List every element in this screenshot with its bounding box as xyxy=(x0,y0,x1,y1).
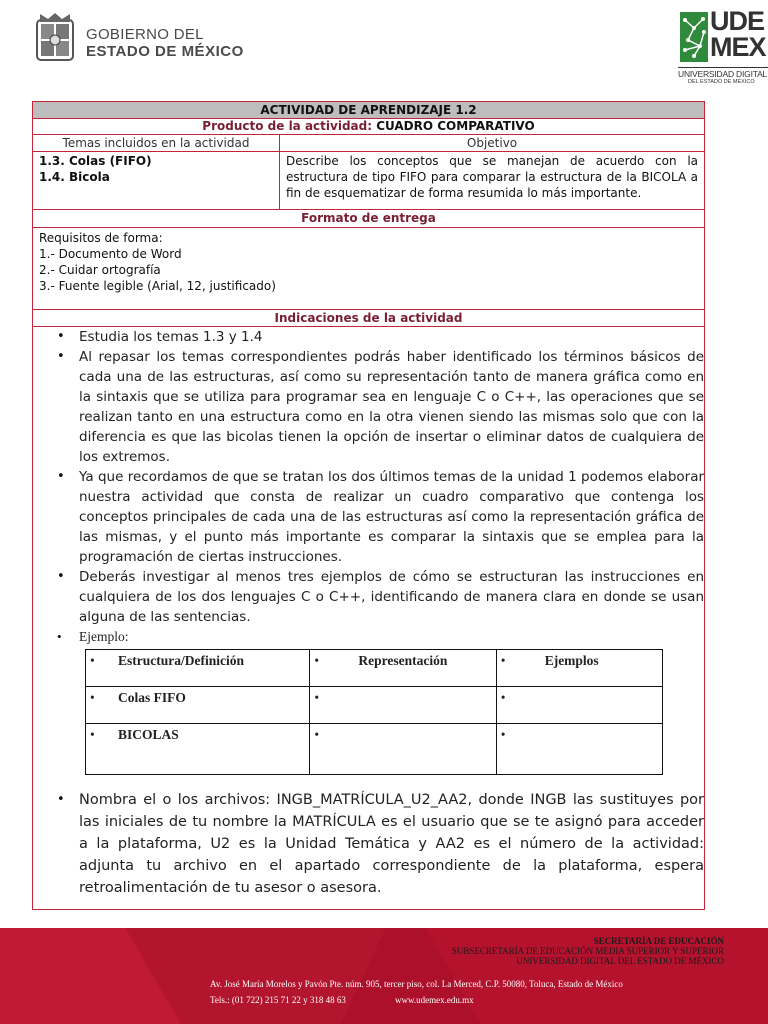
topics-objective-row xyxy=(33,152,705,210)
activity-table xyxy=(32,101,705,910)
example-header-cell xyxy=(496,650,662,687)
footer-phone: Tels.: (01 722) 215 71 22 y 318 48 63 xyxy=(210,995,346,1005)
bullet: • xyxy=(314,727,320,742)
format-header: Formato de entrega xyxy=(33,210,705,228)
requirement-line: 1.- Documento de Word xyxy=(39,247,182,261)
indication-item: • Deberás investigar al menos tres ejemplos de cómo se estructuran las instrucciones en cualquiera de los dos lenguajes C o C++, identificando de manera clara en donde se usan alguna de las sentencias. xyxy=(79,567,704,627)
example-header-representation: Representación xyxy=(358,653,448,668)
requirements-row xyxy=(33,228,705,310)
requirement-line: 3.- Fuente legible (Arial, 12, justificado) xyxy=(39,279,276,293)
example-cell xyxy=(496,687,662,724)
footer-website-link[interactable]: www.udemex.edu.mx xyxy=(395,995,474,1005)
format-header-row xyxy=(33,210,705,228)
udemex-wordmark xyxy=(710,8,766,60)
udemex-network-icon xyxy=(678,10,710,66)
footer-line-3: UNIVERSIDAD DIGITAL DEL ESTADO DE MÉXICO xyxy=(516,956,724,966)
indication-item: • Ya que recordamos de que se tratan los dos últimos temas de la unidad 1 podemos elaborar nuestra actividad que consta de realizar un cuadro comparativo que contenga los conceptos principales de cada una de las estructuras así como la representación gráfica de las mismas, y el punto más importante es comparar la sintaxis que se emplea para la programación de ciertas instrucciones. xyxy=(79,467,704,567)
example-table xyxy=(85,649,663,775)
udemex-subtitle-2: DEL ESTADO DE MÉXICO xyxy=(688,79,755,85)
footer-decoration xyxy=(120,928,501,1024)
bullet: • xyxy=(314,690,320,705)
page-footer xyxy=(0,928,768,1024)
activity-title-row xyxy=(33,102,705,119)
gov-line-1: GOBIERNO DEL xyxy=(86,26,204,43)
gov-line-2: ESTADO DE MÉXICO xyxy=(86,43,244,60)
activity-title: ACTIVIDAD DE APRENDIZAJE 1.2 xyxy=(33,102,705,119)
objective-text: Describe los conceptos que se manejan de acuerdo con la estructura de tipo FIFO para comparar la estructura de la BICOLA a fin de esquematizar de forma resumida lo más importante. xyxy=(280,152,705,210)
requirement-line: Requisitos de forma: xyxy=(39,231,163,245)
udemex-word-bottom: MEX xyxy=(710,32,766,62)
topic-item: 1.4. Bicola xyxy=(39,170,110,184)
example-cell xyxy=(310,724,496,775)
example-row-label: Colas FIFO xyxy=(118,690,186,705)
product-label: Producto de la actividad: xyxy=(202,119,377,133)
footer-line-2: SUBSECRETARÍA DE EDUCACIÓN MEDIA SUPERIOR Y SUPERIOR xyxy=(451,946,724,956)
indications-header: Indicaciones de la actividad xyxy=(33,310,705,327)
bullet: • xyxy=(500,690,506,705)
product-row xyxy=(33,119,705,135)
final-instruction: • Nombra el o los archivos: INGB_MATRÍCULA_U2_AA2, donde INGB las sustituyes por las iniciales de tu nombre la MATRÍCULA es el usuario que se te asignó para acceder a la plataforma, U2 es la Unidad Temática y AA2 es el número de la actividad: adjunta tu archivo en el apartado correspondiente de la plataforma, espera retroalimentación de tu asesor o asesora. xyxy=(79,789,704,899)
example-cell xyxy=(86,687,310,724)
example-header-structure: Estructura/Definición xyxy=(118,653,244,668)
bullet: • xyxy=(90,653,95,668)
bullet: • xyxy=(500,727,506,742)
bullet: • xyxy=(90,727,95,742)
example-header-cell xyxy=(86,650,310,687)
example-label: • Ejemplo: xyxy=(79,629,129,644)
indications-list xyxy=(33,327,704,899)
udemex-divider xyxy=(678,67,768,68)
topics-cell xyxy=(33,152,280,210)
government-name xyxy=(86,26,244,60)
page-header xyxy=(0,0,768,100)
requirements-cell xyxy=(33,228,705,310)
udemex-logo xyxy=(678,8,768,90)
example-header-examples: Ejemplos xyxy=(544,653,599,668)
bullet: • xyxy=(314,653,320,668)
objective-header: Objetivo xyxy=(280,135,705,152)
indication-item: • Al repasar los temas correspondientes podrás haber identificado los términos básicos de cada una de las estructuras, así como su representación tanto de manera gráfica como en la sintaxis que se utiliza para programar sea en lenguaje C o C++, las operaciones que se realizan tanto en una estructura como en la otra vienen siendo las mismas solo que con la diferencia es que las bicolas tienen la opción de insertar o eliminar datos de cualquiera de los extremos. xyxy=(79,347,704,467)
example-cell xyxy=(310,687,496,724)
example-cell xyxy=(496,724,662,775)
indications-row xyxy=(33,327,705,910)
footer-institution xyxy=(452,936,724,966)
example-cell xyxy=(86,724,310,775)
bullet: • xyxy=(500,653,506,668)
state-coat-of-arms-icon xyxy=(34,10,76,66)
topic-item: 1.3. Colas (FIFO) xyxy=(39,154,152,168)
product-value: CUADRO COMPARATIVO xyxy=(376,119,535,133)
example-row xyxy=(86,687,663,724)
indications-header-row xyxy=(33,310,705,327)
requirement-line: 2.- Cuidar ortografía xyxy=(39,263,161,277)
example-header-cell xyxy=(310,650,496,687)
footer-address: Av. José María Morelos y Pavón Pte. núm. 905, tercer piso, col. La Merced, C.P. 50080, Toluca, Estado de México xyxy=(210,979,623,989)
udemex-word-top: UDE xyxy=(710,6,765,36)
example-row xyxy=(86,724,663,775)
footer-line-1: SECRETARÍA DE EDUCACIÓN xyxy=(593,936,724,946)
example-row-label: BICOLAS xyxy=(118,727,179,742)
udemex-subtitle-1: UNIVERSIDAD DIGITAL xyxy=(678,69,768,79)
indications-cell xyxy=(33,327,705,910)
topics-objective-header-row xyxy=(33,135,705,152)
example-header-row xyxy=(86,650,663,687)
bullet: • xyxy=(90,690,95,705)
indication-item: • Estudia los temas 1.3 y 1.4 xyxy=(79,327,704,347)
topics-header: Temas incluidos en la actividad xyxy=(33,135,280,152)
example-item xyxy=(79,627,704,775)
